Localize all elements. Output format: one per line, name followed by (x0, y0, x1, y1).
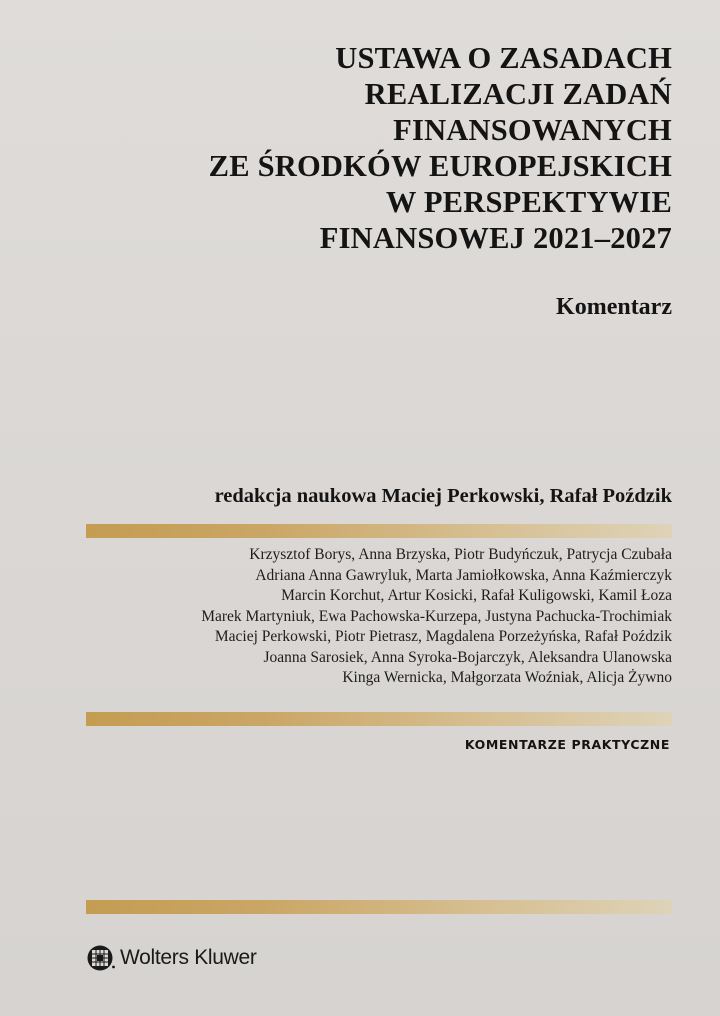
title-line: USTAWA O ZASADACH (335, 41, 672, 75)
gold-divider-top (86, 524, 672, 538)
wolters-kluwer-logo-icon (86, 943, 116, 973)
authors-line: Marek Martyniuk, Ewa Pachowska-Kurzepa, Justyna Pachucka-Trochimiak (201, 607, 672, 625)
publisher-name: Wolters Kluwer (120, 946, 257, 969)
title-line: REALIZACJI ZADAŃ (364, 77, 672, 111)
gold-divider-bottom (86, 900, 672, 914)
scientific-editors: redakcja naukowa Maciej Perkowski, Rafał Poździk (214, 485, 672, 507)
authors-line: Maciej Perkowski, Piotr Pietrasz, Magdalena Porzeżyńska, Rafał Poździk (214, 628, 672, 645)
title-line: FINANSOWANYCH (393, 113, 672, 147)
book-title (72, 40, 672, 256)
title-line: FINANSOWEJ 2021–2027 (319, 221, 672, 255)
series-name: KOMENTARZE PRAKTYCZNE (464, 737, 670, 752)
book-subtitle: Komentarz (556, 294, 672, 320)
authors-line: Adriana Anna Gawryluk, Marta Jamiołkowska, Anna Kaźmierczyk (255, 566, 672, 584)
authors-line: Marcin Korchut, Artur Kosicki, Rafał Kuligowski, Kamil Łoza (281, 587, 672, 604)
title-line: ZE ŚRODKÓW EUROPEJSKICH (208, 149, 672, 183)
title-line: W PERSPEKTYWIE (385, 185, 672, 219)
authors-line: Krzysztof Borys, Anna Brzyska, Piotr Budyńczuk, Patrycja Czubała (249, 546, 672, 563)
authors-line: Kinga Wernicka, Małgorzata Woźniak, Alicja Żywno (342, 669, 672, 686)
gold-divider-middle (86, 712, 672, 726)
publisher-logo (86, 943, 257, 973)
authors-list (201, 545, 672, 689)
authors-line: Joanna Sarosiek, Anna Syroka-Bojarczyk, Aleksandra Ulanowska (263, 648, 672, 666)
